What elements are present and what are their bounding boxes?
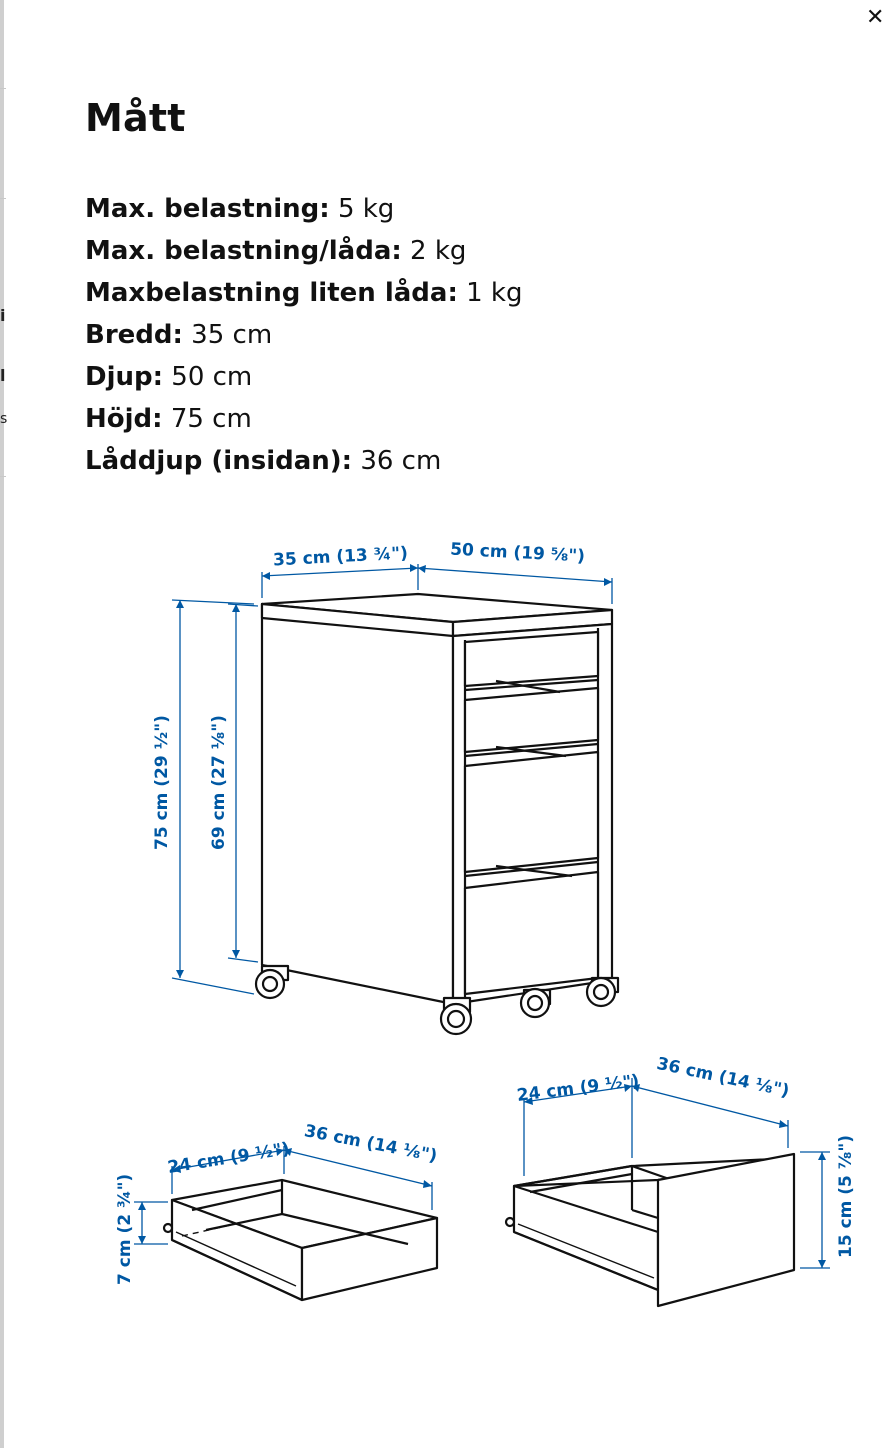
cabinet-illustration — [256, 594, 618, 1034]
spec-row-max-load-small-drawer — [85, 272, 523, 314]
cabinet-height-label: 75 cm (29 ½") — [152, 715, 172, 850]
spec-value: 75 cm — [170, 404, 252, 434]
spec-row-depth — [85, 356, 523, 398]
small-drawer-illustration — [164, 1180, 437, 1300]
large-drawer-width-label: 24 cm (9 ½") — [515, 1071, 641, 1106]
background-text-fragment: s — [0, 411, 8, 427]
background-text-fragment: i — [0, 306, 6, 325]
spec-row-width — [85, 314, 523, 356]
background-text-fragment: l — [0, 366, 6, 385]
spec-label: Bredd: — [85, 320, 183, 350]
large-drawer-depth-label: 36 cm (14 ⅛") — [654, 1053, 791, 1102]
spec-label: Max. belastning: — [85, 194, 330, 224]
caster-wheel — [521, 989, 550, 1017]
background-divider — [0, 198, 6, 199]
background-divider — [0, 88, 6, 89]
caster-wheel — [587, 978, 618, 1006]
caster-wheel — [256, 966, 288, 998]
spec-row-height — [85, 398, 523, 440]
dimension-drawing — [0, 520, 886, 1340]
spec-value: 2 kg — [410, 236, 467, 266]
spec-row-max-load-drawer — [85, 230, 523, 272]
close-icon: ✕ — [866, 6, 885, 30]
spec-value: 35 cm — [191, 320, 273, 350]
spec-label: Max. belastning/låda: — [85, 236, 402, 266]
spec-value: 5 kg — [337, 194, 395, 224]
cabinet-width-label: 35 cm (13 ¾") — [272, 543, 409, 571]
small-drawer-depth-label: 36 cm (14 ⅛") — [302, 1121, 439, 1167]
large-drawer-illustration — [506, 1154, 794, 1306]
page-title: Mått — [85, 96, 186, 140]
small-drawer-width-label: 24 cm (9 ½") — [166, 1139, 291, 1179]
spec-label: Maxbelastning liten låda: — [85, 278, 458, 308]
small-drawer-height-label: 7 cm (2 ¾") — [115, 1173, 135, 1285]
spec-value: 50 cm — [171, 362, 253, 392]
background-divider — [0, 476, 6, 477]
caster-wheel — [441, 998, 471, 1034]
close-button[interactable] — [866, 6, 886, 30]
large-drawer-height-label: 15 cm (5 ⅞") — [836, 1134, 856, 1258]
spec-label: Djup: — [85, 362, 164, 392]
spec-label: Höjd: — [85, 404, 163, 434]
cabinet-depth-label: 50 cm (19 ⅝") — [449, 539, 586, 567]
spec-value: 36 cm — [360, 446, 442, 476]
spec-row-max-load — [85, 188, 523, 230]
spec-row-drawer-depth — [85, 440, 523, 482]
spec-list — [85, 188, 523, 482]
spec-label: Låddjup (insidan): — [85, 446, 353, 476]
cabinet-inner-height-label: 69 cm (27 ⅛") — [209, 715, 229, 850]
spec-value: 1 kg — [466, 278, 523, 308]
